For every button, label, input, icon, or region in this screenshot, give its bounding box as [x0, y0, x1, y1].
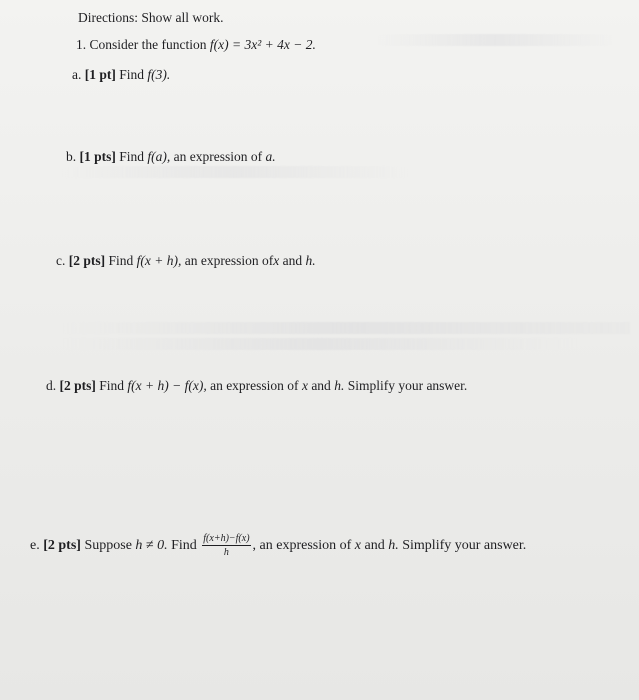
part-e-var1: x [354, 538, 362, 553]
part-c-expr: f(x + h), [136, 253, 182, 268]
part-b-rest: an expression of [173, 149, 263, 164]
part-e-condition: h ≠ 0. [135, 538, 168, 553]
part-b-text: Find [119, 149, 145, 164]
bleed-through-decoration [60, 322, 630, 334]
part-b [66, 149, 276, 165]
part-d-tail: Simplify your answer. [347, 378, 468, 393]
directions-text: Directions: Show all work. [78, 10, 224, 25]
part-e-var2: h. [388, 538, 399, 553]
part-e-rest: , an expression of [252, 538, 352, 553]
part-e-suppose: Suppose [84, 538, 132, 553]
part-c-letter: c. [56, 253, 66, 268]
part-d-var1: x [301, 378, 308, 393]
function-definition: f(x) = 3x² + 4x − 2. [209, 37, 316, 52]
part-e-tail: Simplify your answer. [402, 538, 527, 553]
part-c-rest: an expression of [184, 253, 274, 268]
part-e-and: and [364, 538, 385, 553]
part-c-var2: h. [305, 253, 316, 268]
part-e-fraction-denominator: h [223, 547, 229, 559]
part-e-text: Find [171, 538, 197, 553]
bleed-through-decoration [370, 34, 620, 46]
part-a-points: [1 pt] [84, 67, 116, 82]
part-a-expr: f(3). [147, 67, 171, 82]
part-d-var2: h. [334, 378, 345, 393]
part-c-var1: x [273, 253, 280, 268]
part-b-points: [1 pts] [79, 149, 116, 164]
bleed-through-decoration [60, 166, 410, 178]
part-a [72, 67, 170, 83]
part-c-and: and [282, 253, 303, 268]
part-d-and: and [311, 378, 331, 393]
part-a-letter: a. [72, 67, 82, 82]
question-1 [76, 37, 316, 53]
part-d-rest: an expression of [210, 378, 299, 393]
part-d-points: [2 pts] [59, 378, 96, 393]
directions [78, 10, 223, 26]
part-e-letter: e. [30, 538, 40, 553]
part-a-text: Find [119, 67, 145, 82]
part-d-text: Find [99, 378, 125, 393]
part-b-expr: f(a), [147, 149, 171, 164]
part-c-points: [2 pts] [68, 253, 106, 268]
part-e-points: [2 pts] [43, 538, 81, 553]
part-e-fraction-numerator: f(x+h)−f(x) [203, 533, 250, 545]
part-b-letter: b. [66, 149, 77, 164]
part-c-text: Find [108, 253, 134, 268]
part-e-fraction [202, 533, 250, 558]
part-b-var: a. [265, 149, 276, 164]
part-d-expr: f(x + h) − f(x), [127, 378, 207, 393]
bleed-through-decoration [60, 338, 580, 350]
part-e [30, 533, 526, 559]
question-number: 1. [76, 37, 87, 52]
part-c [56, 253, 316, 269]
part-d [46, 378, 467, 394]
part-d-letter: d. [46, 378, 57, 393]
question-prefix: Consider the function [89, 37, 207, 52]
